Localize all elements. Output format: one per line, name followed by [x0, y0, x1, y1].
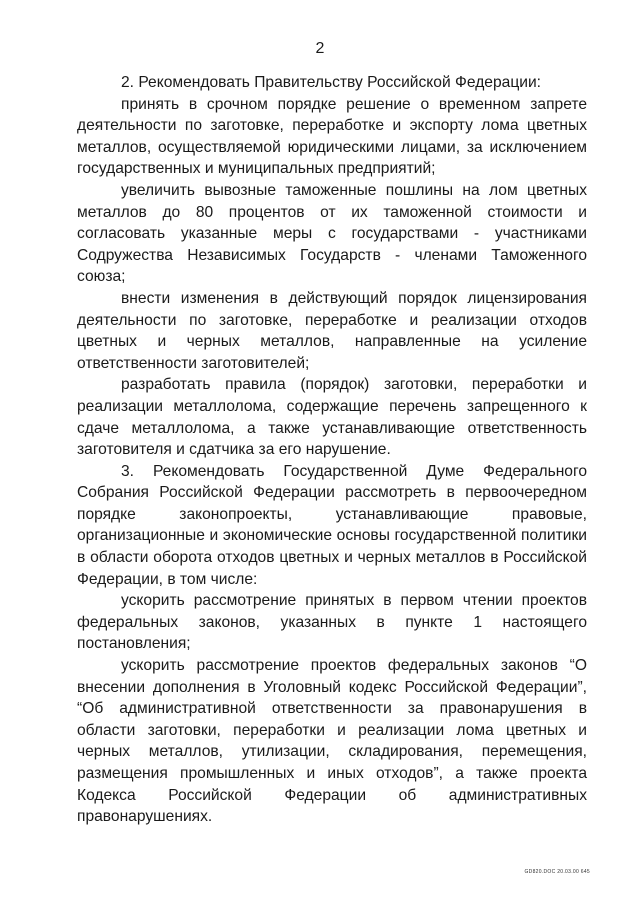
document-body — [77, 72, 587, 828]
paragraph-licensing-changes: внести изменения в действующий порядок лицензирования деятельности по заготовке, переработке и реализации отходов цветных и черных металлов, направленные на усиление ответственности заготовителей; — [77, 289, 587, 372]
paragraph-item-2-heading: 2. Рекомендовать Правительству Российской Федерации: — [121, 74, 542, 91]
paragraph-export-duties: увеличить вывозные таможенные пошлины на лом цветных металлов до 80 процентов от их таможенной стоимости и согласовать указанные меры с государствами - участниками Содружества Независимых Государств - членами Таможенного союза; — [77, 181, 587, 286]
footer-document-code: GD820.DOC 20.03.00 645 — [524, 869, 590, 875]
paragraph-scrap-rules: разработать правила (порядок) заготовки, переработки и реализации металлолома, содержащие перечень запрещенного к сдаче металлолома, а также устанавливающие ответственность заготовителя и сдатчика за его нарушение. — [77, 376, 587, 459]
paragraph-first-reading-bills: ускорить рассмотрение принятых в первом чтении проектов федеральных законов, указанных в пункте 1 настоящего постановления; — [77, 592, 587, 653]
paragraph-temporary-ban: принять в срочном порядке решение о временном запрете деятельности по заготовке, переработке и экспорту лома цветных металлов, осуществляемой юридическими лицами, за исключением государственных и муниципальных предприятий; — [77, 95, 587, 178]
paragraph-item-3-duma: 3. Рекомендовать Государственной Думе Федерального Собрания Российской Федерации рассмотреть в первоочередном порядке законопроекты, устанавливающие правовые, организационные и экономические основы государственной политики в области оборота отходов цветных и черных металлов в Российской Федерации, в том числе: — [77, 462, 587, 588]
paragraph-federal-law-drafts: ускорить рассмотрение проектов федеральных законов “О внесении дополнения в Уголовный кодекс Российской Федерации”, “Об административной ответственности за правонарушения в области заготовки, переработки и реализации лома цветных и черных металлов, утилизации, складирования, перемещения, размещения промышленных и иных отходов”, а также проекта Кодекса Российской Федерации об административных правонарушениях. — [77, 657, 587, 826]
page-number: 2 — [315, 40, 325, 57]
